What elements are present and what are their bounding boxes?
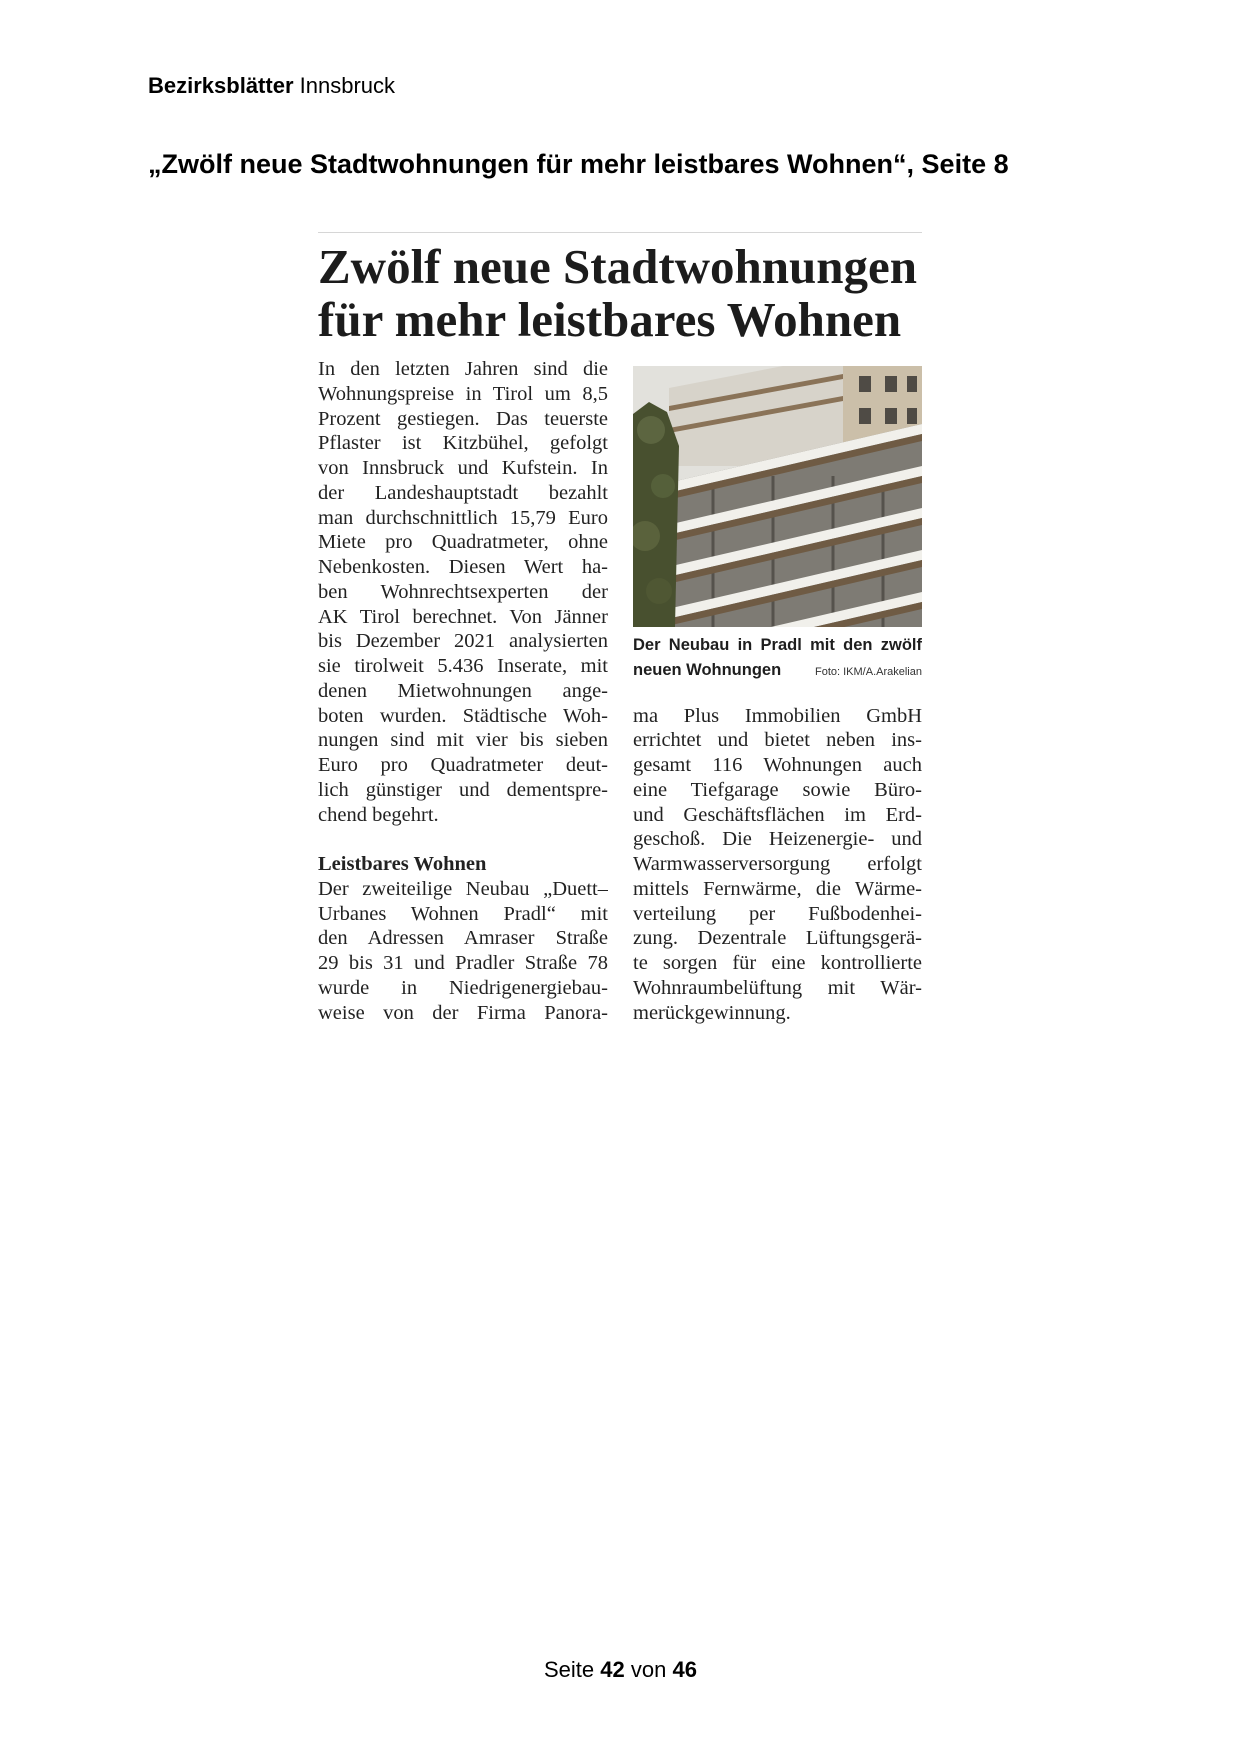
body-text-line: merückgewinnung. — [633, 1001, 791, 1024]
body-text-line: Wohnungspreise in Tirol um 8,5 — [318, 382, 608, 405]
page-number: 42 — [600, 1657, 625, 1682]
body-text-line: geschoß. Die Heizenergie- und — [633, 828, 922, 851]
document-title: „Zwölf neue Stadtwohnungen für mehr leistbares Wohnen“, Seite 8 — [148, 149, 1009, 179]
body-text-line: eine Tiefgarage sowie Büro- — [633, 778, 922, 801]
body-text-line: boten wurden. Städtische Woh- — [318, 704, 608, 727]
body-text-line: verteilung per Fußbodenhei- — [633, 902, 922, 925]
left-column — [318, 357, 608, 1025]
body-text-line: Nebenkosten. Diesen Wert ha- — [318, 556, 608, 578]
article-photo — [633, 366, 922, 627]
headline-line: Zwölf neue Stadtwohnungen — [318, 239, 918, 294]
body-text-line: errichtet und bietet neben ins- — [633, 729, 922, 752]
caption-line: Der Neubau in Pradl mit den zwölf — [633, 636, 922, 654]
body-text-line: Urbanes Wohnen Pradl“ mit — [318, 902, 608, 925]
article-headline — [318, 240, 928, 346]
body-text-line: gesamt 116 Wohnungen auch — [633, 754, 922, 776]
body-text-line: ma Plus Immobilien GmbH — [633, 704, 922, 727]
body-text-line: bis Dezember 2021 analysierten — [318, 630, 608, 653]
body-text-line: ben Wohnrechtsexperten der — [318, 580, 608, 603]
body-text-line: te sorgen für eine kontrollierte — [633, 952, 922, 974]
body-text-line: von Innsbruck und Kufstein. In — [318, 457, 608, 479]
body-text-line: denen Mietwohnungen ange- — [318, 679, 608, 702]
body-text-line: Der zweiteilige Neubau „Duett– — [318, 877, 608, 900]
body-text-line: mittels Fernwärme, die Wärme- — [633, 877, 922, 900]
body-text-line: sie tirolweit 5.436 Inserate, mit — [318, 655, 608, 677]
caption-line-with-credit — [633, 658, 922, 683]
body-text-line: weise von der Firma Panora- — [318, 1001, 608, 1024]
page-footer — [0, 1657, 1241, 1683]
caption-line: neuen Wohnungen — [633, 661, 782, 679]
page-of-label: von — [630, 1657, 667, 1682]
body-text-line: Pflaster ist Kitzbühel, gefolgt — [318, 432, 608, 455]
body-text-line: 29 bis 31 und Pradler Straße 78 — [318, 952, 608, 974]
body-text-line: In den letzten Jahren sind die — [318, 358, 608, 380]
paragraph-spacer — [318, 827, 608, 852]
page-total: 46 — [672, 1657, 697, 1682]
body-text-line: der Landeshauptstadt bezahlt — [318, 481, 608, 504]
body-text-line: Wohnraumbelüftung mit Wär- — [633, 976, 922, 999]
photo-credit: Foto: IKM/A.Arakelian — [815, 666, 922, 678]
photo-caption — [633, 633, 922, 683]
page-label: Seite — [544, 1657, 595, 1682]
body-text-line: zung. Dezentrale Lüftungsgerä- — [633, 927, 922, 950]
headline-line: für mehr leistbares Wohnen — [318, 292, 902, 347]
body-text-line: chend begehrt. — [318, 803, 439, 826]
body-text-line: Miete pro Quadratmeter, ohne — [318, 531, 608, 554]
publication-header — [148, 73, 395, 99]
publication-name: Bezirksblätter — [148, 73, 294, 98]
body-text-line: nungen sind mit vier bis sieben — [318, 729, 608, 752]
article-subheading: Leistbares Wohnen — [318, 853, 487, 875]
body-text-line: Warmwasserversorgung erfolgt — [633, 853, 922, 875]
body-text-line: AK Tirol berechnet. Von Jänner — [318, 605, 608, 628]
clipping-top-rule — [318, 232, 922, 233]
body-text-line: und Geschäftsflächen im Erd- — [633, 803, 922, 826]
body-text-line: lich günstiger und dementspre- — [318, 778, 608, 801]
body-text-line: man durchschnittlich 15,79 Euro — [318, 506, 608, 529]
body-text-line: den Adressen Amraser Straße — [318, 927, 608, 950]
body-text-line: Euro pro Quadratmeter deut- — [318, 754, 608, 776]
right-column — [633, 704, 922, 1026]
photo-trees — [633, 402, 679, 627]
body-text-line: Prozent gestiegen. Das teuerste — [318, 407, 608, 430]
publication-region: Innsbruck — [299, 73, 396, 98]
body-text-line: wurde in Niedrigenergiebau- — [318, 976, 608, 999]
